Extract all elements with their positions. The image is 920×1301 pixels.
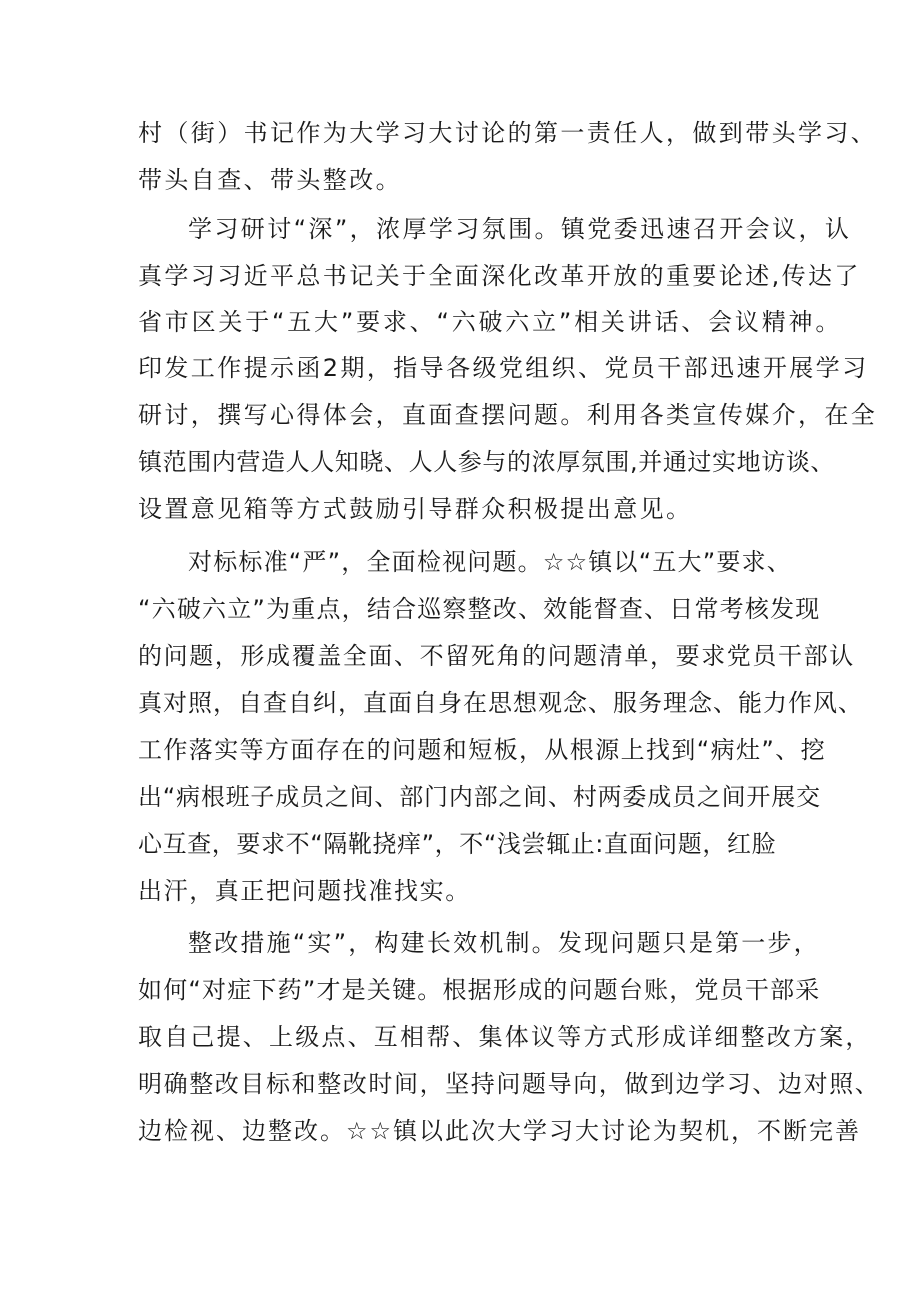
text-line: “六破六立”为重点，结合巡察整改、效能督查、日常考核发现: [138, 595, 821, 623]
text-line: 工作落实等方面存在的问题和短板，从根源上找到“病灶”、挖: [138, 736, 827, 764]
text-line: 镇范围内营造人人知晓、人人参与的浓厚氛围,并通过实地访谈、: [138, 448, 836, 476]
text-line: 带头自查、带头整改。: [138, 166, 402, 194]
text-line: 边检视、边整改。☆☆镇以此次大学习大讨论为契机，不断完善: [138, 1117, 862, 1145]
text-line: 的问题，形成覆盖全面、不留死角的问题清单，要求党员干部认: [138, 642, 855, 670]
text-line: 明确整改目标和整改时间，坚持问题导向，做到边学习、边对照、: [138, 1070, 881, 1098]
text-line: 真对照，自查自纠，直面自身在思想观念、服务理念、能力作风、: [138, 689, 863, 717]
text-line: 设置意见箱等方式鼓励引导群众积极提出意见。: [138, 495, 693, 523]
text-line: 出汗，真正把问题找准找实。: [138, 877, 471, 905]
paragraph-first-line: 对标标准“严”，全面检视问题。☆☆镇以“五大”要求、: [188, 548, 792, 576]
paragraph-first-line: 整改措施“实”，构建长效机制。发现问题只是第一步，: [188, 929, 820, 957]
text-line: 省市区关于“五大”要求、“六破六立”相关讲话、会议精神。: [138, 308, 843, 336]
text-line: 研讨，撰写心得体会，直面查摆问题。利用各类宣传媒介，在全: [138, 401, 878, 429]
text-line: 真学习习近平总书记关于全面深化改革开放的重要论述,传达了: [138, 262, 861, 290]
text-line: 印发工作提示函2期，指导各级党组织、党员干部迅速开展学习: [138, 354, 869, 382]
text-line: 村（街）书记作为大学习大讨论的第一责任人，做到带头学习、: [138, 119, 878, 147]
text-line: 心互查，要求不“隔靴挠痒”，不“浅尝辄止:直面问题，红脸: [138, 830, 777, 858]
paragraph-first-line: 学习研讨“深”，浓厚学习氛围。镇党委迅速召开会议，认: [188, 215, 852, 243]
text-line: 取自己提、上级点、互相帮、集体议等方式形成详细整改方案，: [138, 1023, 872, 1051]
text-line: 出“病根班子成员之间、部门内部之间、村两委成员之间开展交: [138, 783, 821, 811]
text-line: 如何“对症下药”才是关键。根据形成的问题台账，党员干部采: [138, 976, 821, 1004]
